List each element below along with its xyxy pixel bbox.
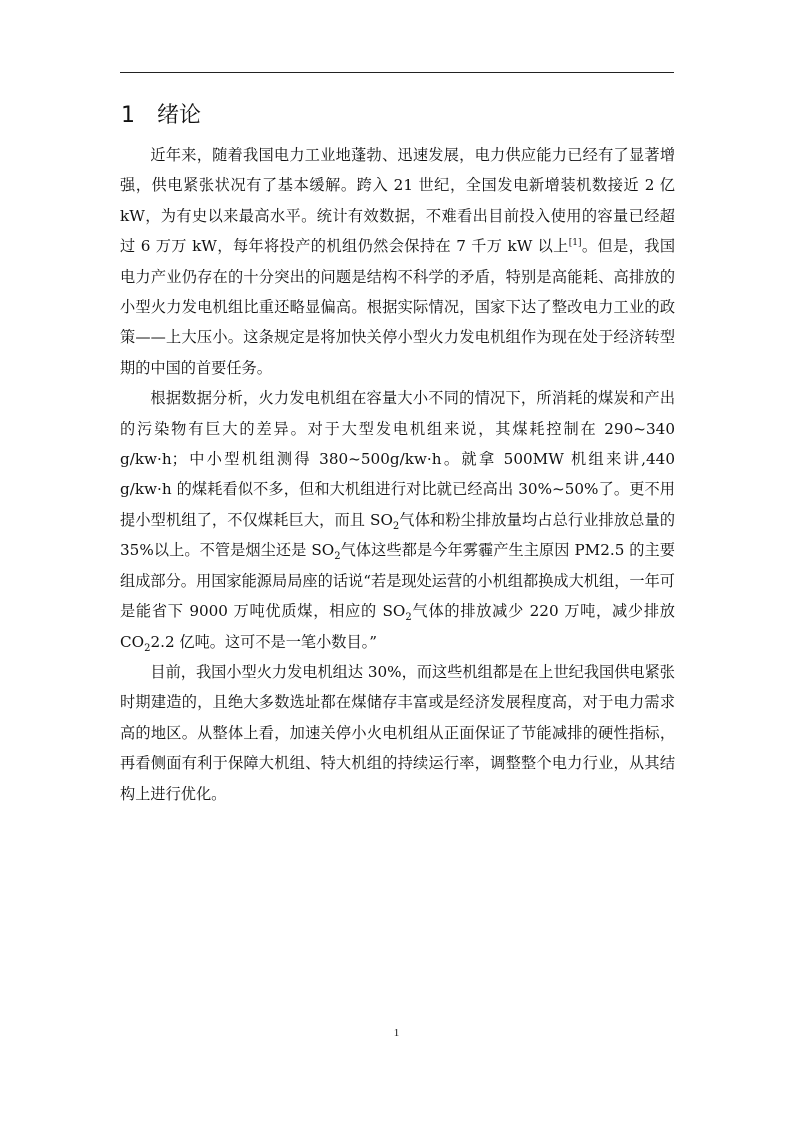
citation-ref: [1] <box>568 238 582 249</box>
subscript: 2 <box>334 551 341 563</box>
paragraph-text: 气体的排放减少 220 万吨，减少排放 CO <box>120 602 675 651</box>
paragraph-current-status <box>120 657 675 809</box>
paragraph-text: 根据数据分析，火力发电机组在容量大小不同的情况下，所消耗的煤炭和产出的污染物有巨大的差异。对于大型发电机组来说，其煤耗控制在 290~340 g/kw·h；中小型机组测得 380~500g/kw·h。就拿 500MW 机组来讲,440 g/kw·h 的煤耗看似不多，但和大机组进行对比就已经高出 30%~50%了。更不用提小型机组了，不仅煤耗巨大，而且 SO <box>120 389 675 529</box>
section-number: 1 <box>121 103 135 128</box>
subscript: 2 <box>392 520 400 532</box>
paragraph-text: 气体和粉尘排放量均占总行业排放总量的 35%以上。不管是烟尘还是 SO <box>120 510 676 560</box>
paragraph-text: 近年来，随着我国电力工业地蓬勃、迅速发展，电力供应能力已经有了显著增强，供电紧张状况有了基本缓解。跨入 21 世纪，全国发电新增装机数接近 2 亿 kW，为有史以来最高水平。统计有效数据，不难看出目前投入使用的容量已经超过 6 万万 kW，每年将投产的机组仍然会保持在 7 千万 kW 以上 <box>120 146 675 256</box>
paragraph-analysis <box>120 383 675 657</box>
paragraph-text: 2.2 亿吨。这可不是一笔小数目。” <box>150 632 378 651</box>
header-rule <box>120 72 674 73</box>
paragraph-text: 气体这些都是今年雾霾产生主原因 PM2.5 的主要组成部分。用国家能源局局座的话说“若是现处运营的小机组都换成大机组，一年可是能省下 9000 万吨优质煤，相应的 SO <box>120 541 675 621</box>
subscript: 2 <box>144 642 151 654</box>
body-text <box>120 140 675 809</box>
section-title: 绪论 <box>157 103 202 128</box>
paragraph-text: 目前，我国小型火力发电机组达 30%，而这些机组都是在上世纪我国供电紧张时期建造的，且绝大多数选址都在煤储存丰富或是经济发展程度高，对于电力需求高的地区。从整体上看，加速关停小火电机组从正面保证了节能减排的硬性指标，再看侧面有利于保障大机组、特大机组的持续运行率，调整整个电力行业，从其结构上进行优化。 <box>120 662 675 803</box>
subscript: 2 <box>405 612 412 624</box>
page-number: 1 <box>393 1027 400 1039</box>
paragraph-text: 。但是，我国电力产业仍存在的十分突出的问题是结构不科学的矛盾，特别是高能耗、高排放的小型火力发电机组比重还略显偏高。根据实际情况，国家下达了整改电力工业的政策——上大压小。这条规定是将加快关停小型火力发电机组作为现在处于经济转型期的中国的首要任务。 <box>120 237 676 377</box>
paragraph-intro <box>120 140 675 383</box>
section-heading <box>121 101 201 131</box>
